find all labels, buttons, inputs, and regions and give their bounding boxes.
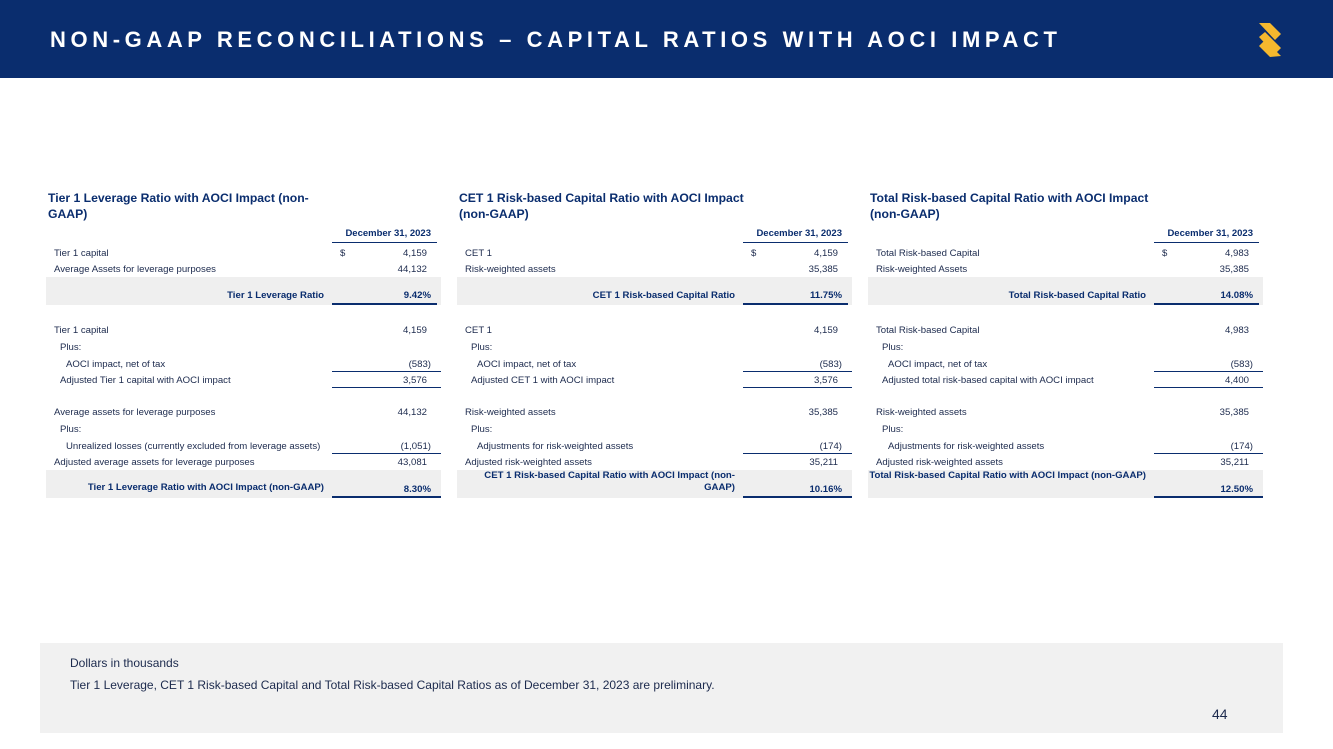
- column-header: December 31, 2023: [1167, 228, 1253, 239]
- total-double-rule: [1154, 496, 1263, 498]
- table-row: [457, 247, 852, 261]
- row-label: Total Risk-based Capital: [876, 248, 980, 259]
- table-row: [457, 324, 852, 338]
- table-row: [46, 406, 441, 420]
- row-label: Plus:: [471, 342, 493, 353]
- table-row: [46, 423, 441, 437]
- subtotal-rule: [332, 453, 441, 454]
- row-value: 35,211: [809, 457, 838, 468]
- column-header-rule: [1154, 242, 1259, 243]
- row-value: (1,051): [400, 441, 431, 452]
- row-label: Risk-weighted assets: [465, 264, 556, 275]
- table-row: [457, 456, 852, 470]
- row-label: AOCI impact, net of tax: [477, 359, 577, 370]
- ratio-value: 10.16%: [809, 484, 842, 495]
- table-row: [46, 456, 441, 470]
- row-label: Tier 1 capital: [54, 248, 109, 259]
- table-row: [868, 374, 1263, 388]
- row-label: Average Assets for leverage purposes: [54, 264, 216, 275]
- subtotal-rule: [332, 371, 441, 372]
- row-value: 4,983: [1224, 325, 1249, 336]
- total-double-rule: [743, 303, 848, 305]
- subtotal-rule: [743, 453, 852, 454]
- ratio-label: Total Risk-based Capital Ratio with AOCI Impact (non-GAAP): [869, 470, 1146, 481]
- table-row: [46, 341, 441, 355]
- column-header-rule: [332, 242, 437, 243]
- ratio-label: CET 1 Risk-based Capital Ratio: [592, 290, 735, 301]
- row-value: (583): [408, 359, 431, 370]
- row-value: 4,983: [1224, 248, 1249, 259]
- table-row: [457, 341, 852, 355]
- total-double-rule: [332, 496, 441, 498]
- brand-s-logo-icon: [1253, 20, 1287, 60]
- row-value: 3,576: [813, 375, 838, 386]
- row-label: Risk-weighted Assets: [876, 264, 968, 275]
- header-banner: [0, 0, 1333, 78]
- table-row: [868, 406, 1263, 420]
- row-label: Adjusted CET 1 with AOCI impact: [471, 375, 615, 386]
- row-value: 4,159: [402, 248, 427, 259]
- page-number: 44: [1212, 706, 1228, 722]
- column-header: December 31, 2023: [345, 228, 431, 239]
- table-row: [868, 440, 1263, 454]
- row-label: Total Risk-based Capital: [876, 325, 980, 336]
- row-value: 4,159: [813, 325, 838, 336]
- capital-ratio-panel: [868, 190, 1267, 510]
- row-label: AOCI impact, net of tax: [888, 359, 988, 370]
- ratio-value: 9.42%: [403, 290, 431, 301]
- total-double-rule: [332, 303, 437, 305]
- row-label: Plus:: [60, 342, 82, 353]
- column-header: December 31, 2023: [756, 228, 842, 239]
- subtotal-rule: [743, 387, 852, 388]
- row-value: 4,400: [1224, 375, 1249, 386]
- panel-title: Total Risk-based Capital Ratio with AOCI Impact (non-GAAP): [870, 191, 1149, 221]
- table-row: [46, 324, 441, 338]
- table-row: [868, 324, 1263, 338]
- page-title: NON-GAAP RECONCILIATIONS – CAPITAL RATIOS WITH AOCI IMPACT: [50, 27, 1062, 52]
- panel-title: Tier 1 Leverage Ratio with AOCI Impact (non-GAAP): [48, 191, 309, 221]
- row-label: Adjusted total risk-based capital with AOCI impact: [882, 375, 1094, 386]
- currency-symbol: $: [340, 248, 346, 259]
- panel-title: CET 1 Risk-based Capital Ratio with AOCI Impact (non-GAAP): [459, 191, 744, 221]
- row-label: Plus:: [882, 342, 904, 353]
- column-header-rule: [743, 242, 848, 243]
- ratio-label: CET 1 Risk-based Capital Ratio with AOCI Impact (non-GAAP): [484, 470, 735, 493]
- row-label: Risk-weighted assets: [465, 407, 556, 418]
- ratio-value: 12.50%: [1220, 484, 1253, 495]
- subtotal-rule: [1154, 387, 1263, 388]
- row-label: Plus:: [60, 424, 82, 435]
- row-label: Adjusted Tier 1 capital with AOCI impact: [60, 375, 231, 386]
- currency-symbol: $: [751, 248, 757, 259]
- total-double-rule: [743, 496, 852, 498]
- table-row: [46, 440, 441, 454]
- ratio-label: Tier 1 Leverage Ratio: [227, 290, 324, 301]
- row-label: Adjustments for risk-weighted assets: [477, 441, 634, 452]
- table-row: [457, 263, 852, 277]
- row-label: Average assets for leverage purposes: [54, 407, 216, 418]
- row-label: Risk-weighted assets: [876, 407, 967, 418]
- footnote-units: Dollars in thousands: [70, 656, 179, 670]
- subtotal-rule: [332, 387, 441, 388]
- table-row: [457, 423, 852, 437]
- table-row: [457, 440, 852, 454]
- row-value: 3,576: [402, 375, 427, 386]
- row-label: Adjustments for risk-weighted assets: [888, 441, 1045, 452]
- capital-ratio-panel: [457, 190, 856, 510]
- table-row: [868, 247, 1263, 261]
- table-row: [868, 358, 1263, 372]
- table-row: [46, 374, 441, 388]
- subtotal-rule: [743, 371, 852, 372]
- row-label: CET 1: [465, 325, 493, 336]
- row-label: CET 1: [465, 248, 493, 259]
- row-value: 35,385: [808, 407, 838, 418]
- row-value: 4,159: [402, 325, 427, 336]
- row-value: 43,081: [397, 457, 427, 468]
- table-row: [46, 358, 441, 372]
- table-row: [46, 263, 441, 277]
- row-label: Unrealized losses (currently excluded from leverage assets): [66, 441, 321, 452]
- ratio-label: Total Risk-based Capital Ratio: [1008, 290, 1146, 301]
- ratio-value: 14.08%: [1220, 290, 1253, 301]
- row-label: Adjusted average assets for leverage purposes: [54, 457, 255, 468]
- row-value: (174): [819, 441, 842, 452]
- footnote-box: [40, 643, 1283, 733]
- table-row: [868, 423, 1263, 437]
- table-row: [457, 358, 852, 372]
- ratio-value: 11.75%: [809, 290, 842, 301]
- row-label: Adjusted risk-weighted assets: [876, 457, 1003, 468]
- row-label: Plus:: [882, 424, 904, 435]
- row-label: Plus:: [471, 424, 493, 435]
- table-row: [46, 247, 441, 261]
- ratio-label: Tier 1 Leverage Ratio with AOCI Impact (non-GAAP): [87, 482, 324, 493]
- row-value: (174): [1230, 441, 1253, 452]
- row-label: Adjusted risk-weighted assets: [465, 457, 592, 468]
- row-value: 4,159: [813, 248, 838, 259]
- total-double-rule: [1154, 303, 1259, 305]
- row-label: AOCI impact, net of tax: [66, 359, 166, 370]
- table-row: [457, 406, 852, 420]
- table-row: [868, 263, 1263, 277]
- row-value: 35,385: [808, 264, 838, 275]
- row-value: 35,211: [1220, 457, 1249, 468]
- subtotal-rule: [1154, 453, 1263, 454]
- ratio-value: 8.30%: [403, 484, 431, 495]
- table-row: [868, 341, 1263, 355]
- row-value: (583): [819, 359, 842, 370]
- subtotal-rule: [1154, 371, 1263, 372]
- row-value: 35,385: [1219, 407, 1249, 418]
- capital-ratio-panel: [46, 190, 445, 510]
- row-value: 35,385: [1219, 264, 1249, 275]
- currency-symbol: $: [1162, 248, 1168, 259]
- table-row: [868, 456, 1263, 470]
- row-label: Tier 1 capital: [54, 325, 109, 336]
- table-row: [457, 374, 852, 388]
- row-value: 44,132: [397, 407, 427, 418]
- row-value: (583): [1230, 359, 1253, 370]
- footnote-preliminary: Tier 1 Leverage, CET 1 Risk-based Capital and Total Risk-based Capital Ratios as of December 31, 2023 are preliminary.: [70, 678, 715, 692]
- row-value: 44,132: [397, 264, 427, 275]
